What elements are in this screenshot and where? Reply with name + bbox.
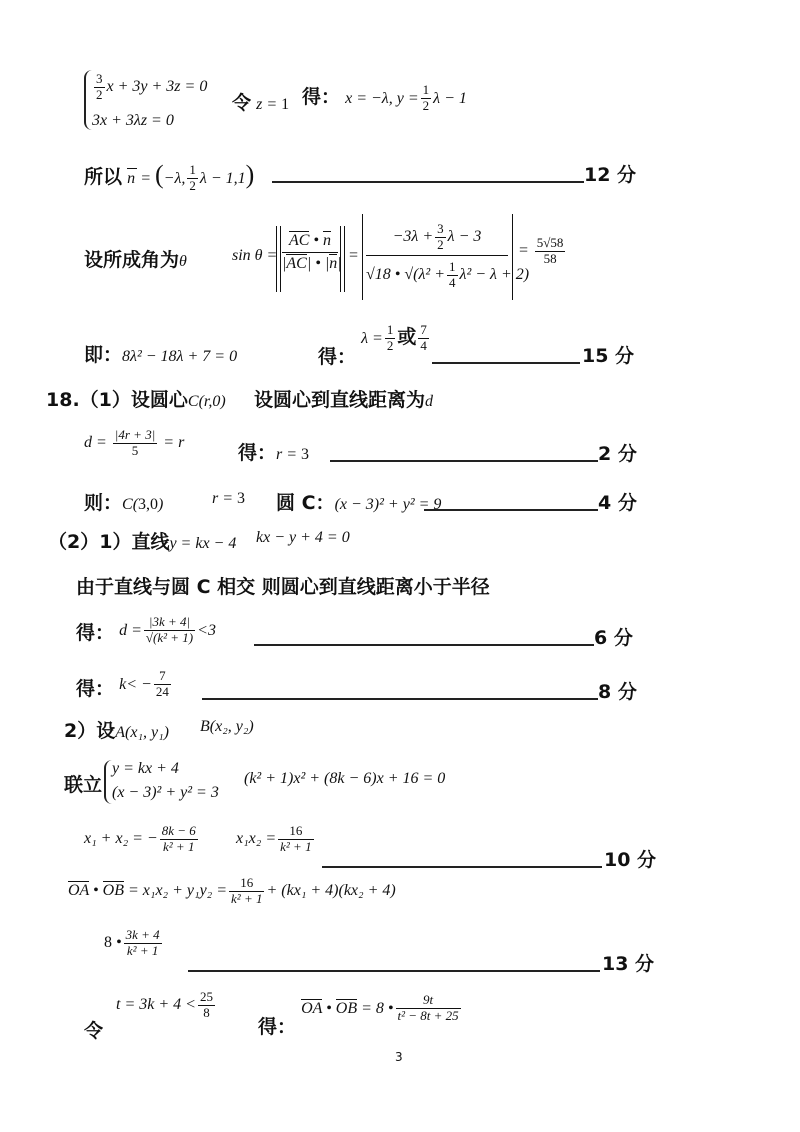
abs-bar (344, 226, 345, 292)
abs-bar (280, 226, 281, 292)
dash-12 (272, 171, 584, 190)
intersect-text: 由于直线与圆 C 相交 则圆心到直线距离小于半径 (76, 576, 490, 598)
system-brace-2 (104, 760, 112, 804)
ac-dot-n: AC • n |AC| • |n| (282, 232, 342, 272)
score-12: 12 分 (584, 164, 637, 186)
line-eq-general: kx − y + 4 = 0 (256, 529, 350, 546)
part2-2-line: 2）设A(x₁, y₁) (64, 720, 169, 742)
abs-bar (276, 226, 277, 292)
result-x-y: 得： x = −λ, y = $\frac{1}{2}$ λ − 1 (302, 82, 467, 113)
circle-eq: 圆 C：(x − 3)² + y² = 9 (276, 492, 442, 514)
let-z-1: 令 z = 1 (232, 92, 290, 114)
circle-line: 则：C(3,0) (84, 492, 164, 514)
normal-vector-line: 所以 n = (−λ, $\frac{1}{2}$ λ − 1,1) (84, 160, 255, 193)
dash-10 (322, 856, 602, 875)
final-result: 得： OA • OB = 8 • $\frac{9t}{\text{t² − 8t + 25}}$ (258, 992, 459, 1038)
sys2-line1: y = kx + 4 (112, 760, 179, 777)
sin-result: = $\frac{5√58}{58}$ (518, 235, 564, 266)
d-inequality: 得： d = $\frac{|3k + 4|}{\text{√(k² + 1)}}$ <3 (76, 614, 216, 645)
system-brace (84, 70, 92, 130)
score-10: 10 分 (604, 849, 657, 871)
abs-bar (362, 214, 363, 300)
quadratic-x: (k² + 1)x² + (8k − 6)x + 16 = 0 (244, 770, 446, 787)
sin-theta: sin θ = (232, 247, 278, 264)
part2-1-line: （2）1）直线y = kx − 4 (48, 531, 237, 553)
lambda-result: 得： λ = $\frac{1}{2}$ 或 $\frac{7}{4}$ (318, 322, 427, 368)
dash-8 (202, 688, 598, 707)
t-def: t = 3k + 4 < $\frac{25}{8}$ (116, 989, 213, 1020)
dash-6 (254, 634, 594, 653)
score-6: 6 分 (594, 627, 633, 649)
quadratic-line: 即：8λ² − 18λ + 7 = 0 (84, 344, 238, 366)
r-result: 得：r = 3 (238, 442, 310, 464)
dot-simplified: 8 • $\frac{3k + 4}{\text{k² + 1}}$ (104, 927, 160, 958)
let-label: 令 (84, 1020, 104, 1042)
abs-bar (340, 226, 341, 292)
eq-system-line-2: 3x + 3λz = 0 (92, 112, 174, 129)
big-fraction: −3λ + $\frac{3}{2}$ λ − 3 √18 • √(λ² + $\frac{1}{4}$ λ² − λ + 2) (366, 221, 530, 290)
dash-4 (424, 499, 598, 518)
dash-2 (330, 450, 598, 469)
q18-dist-text: 设圆心到直线距离为d (254, 389, 434, 411)
abs-bar (512, 214, 513, 300)
vieta-sum: x₁ + x₂ = − $\frac{8k - 6}{\text{k² + 1}}$ (84, 823, 196, 854)
score-15: 15 分 (582, 345, 635, 367)
sys2-line2: (x − 3)² + y² = 3 (112, 784, 219, 801)
angle-label: 设所成角为θ (84, 249, 187, 271)
joint-label: 联立 (64, 774, 103, 796)
k-result: 得： k< − $\frac{7}{24}$ (76, 668, 169, 700)
dot-product: OA • OB = x₁x₂ + y₁y₂ = $\frac{16}{\text{k² + 1}}$ + (kx₁ + 4)(kx₂ + 4) (68, 875, 396, 906)
page-number: 3 (395, 1050, 403, 1064)
q18-part1: 18.（1）设圆心C(r,0) (46, 389, 226, 411)
score-2: 2 分 (598, 443, 637, 465)
score-13: 13 分 (602, 953, 655, 975)
score-8: 8 分 (598, 681, 637, 703)
point-b: B(x₂, y₂) (200, 718, 254, 735)
r-eq: r = 3 (212, 490, 246, 507)
eq-sign: = (348, 247, 359, 264)
d-formula: d = $\frac{|4r + 3|}{5}$ = r (84, 427, 185, 458)
dash-15 (432, 352, 580, 371)
dash-13 (188, 960, 600, 979)
eq-system-line-1: $\frac{3}{2}$ x + 3y + 3z = 0 (96, 71, 208, 102)
vieta-prod: x₁x₂ = $\frac{16}{\text{k² + 1}}$ (236, 823, 312, 854)
score-4: 4 分 (598, 492, 637, 514)
